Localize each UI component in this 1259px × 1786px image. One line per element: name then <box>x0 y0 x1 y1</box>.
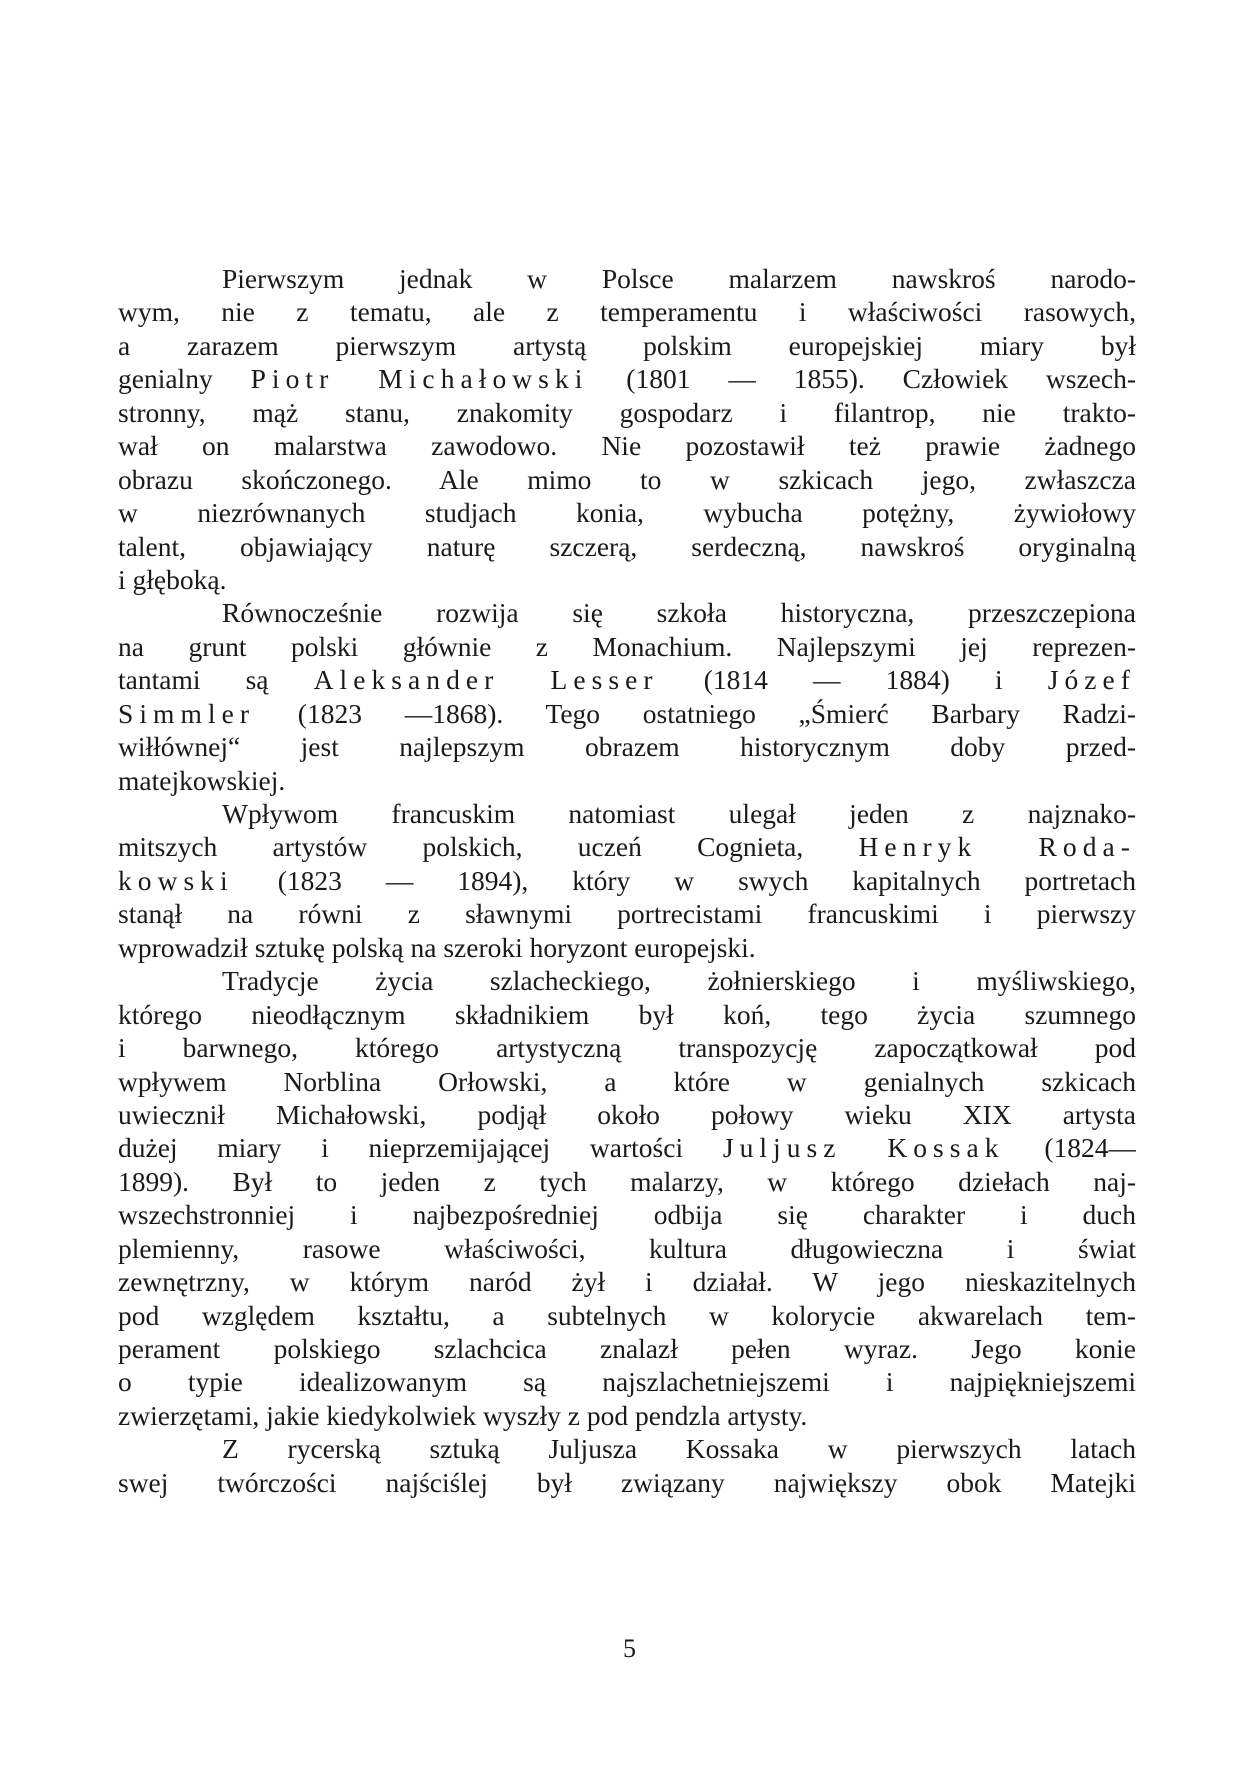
text-line: tantami są Aleksander Lesser (1814 — 1884) i Józef <box>118 664 1136 696</box>
text-line: zewnętrzny, w którym naród żył i działał. W jego nieskazitelnych <box>118 1266 1136 1298</box>
text-line: Z rycerską sztuką Juljusza Kossaka w pierwszych latach <box>222 1433 1136 1465</box>
text-line: Wpływom francuskim natomiast ulegał jeden z najznako- <box>222 798 1136 829</box>
spaced-name: Juljusz Kossak <box>722 1132 1005 1164</box>
spaced-name: Piotr Michałowski <box>250 363 589 395</box>
text-line: wym, nie z tematu, ale z temperamentu i właściwości rasowych, <box>118 296 1136 328</box>
text-line: pod względem kształtu, a subtelnych w kolorycie akwarelach tem- <box>118 1299 1136 1331</box>
text-line: talent, objawiający naturę szczerą, serdeczną, nawskroś oryginalną <box>118 530 1136 562</box>
text-line: kowski (1823 — 1894), który w swych kapitalnych portretach <box>118 864 1136 896</box>
text-line: mitszych artystów polskich, uczeń Cognieta, Henryk Roda- <box>118 831 1136 863</box>
text-line: wiłłównej“ jest najlepszym obrazem historycznym doby przed- <box>118 731 1136 763</box>
text-line: matejkowskiej. <box>118 764 286 796</box>
text-line: Simmler (1823 —1868). Tego ostatniego „Śmierć Barbary Radzi- <box>118 697 1136 729</box>
text-line: wpływem Norblina Orłowski, a które w genialnych szkicach <box>118 1065 1136 1097</box>
text-line: swej twórczości najściślej był związany największy obok Matejki <box>118 1466 1136 1498</box>
text-line: na grunt polski głównie z Monachium. Najlepszymi jej reprezen- <box>118 630 1136 662</box>
spaced-name: Józef <box>1047 664 1136 696</box>
text-line: Pierwszym jednak w Polsce malarzem nawskroś narodo- <box>222 263 1136 294</box>
spaced-name: kowski <box>118 864 234 896</box>
spaced-name: Aleksander Lesser <box>313 664 659 696</box>
text-line: którego nieodłącznym składnikiem był koń, tego życia szumnego <box>118 998 1136 1030</box>
text-line: perament polskiego szlachcica znalazł pełen wyraz. Jego konie <box>118 1333 1136 1364</box>
spaced-name: Henryk Roda- <box>858 831 1136 863</box>
text-line: stanął na równi z sławnymi portrecistami francuskimi i pierwszy <box>118 898 1136 930</box>
text-line: plemienny, rasowe właściwości, kultura długowieczna i świat <box>118 1232 1136 1264</box>
text-line: o typie idealizowanym są najszlachetniejszemi i najpiękniejszemi <box>118 1366 1136 1398</box>
text-line: 1899). Był to jeden z tych malarzy, w którego dziełach naj- <box>118 1165 1136 1197</box>
text-line: dużej miary i nieprzemijającej wartości Juljusz Kossak (1824— <box>118 1132 1136 1164</box>
text-line: stronny, mąż stanu, znakomity gospodarz i filantrop, nie trakto- <box>118 396 1136 428</box>
text-line: wszechstronniej i najbezpośredniej odbija się charakter i duch <box>118 1199 1136 1231</box>
text-line: a zarazem pierwszym artystą polskim europejskiej miary był <box>118 329 1136 361</box>
text-line: uwiecznił Michałowski, podjął około połowy wieku XIX artysta <box>118 1098 1136 1130</box>
text-line: Tradycje życia szlacheckiego, żołnierskiego i myśliwskiego, <box>222 965 1136 997</box>
text-line: genialny Piotr Michałowski (1801 — 1855). Człowiek wszech- <box>118 363 1136 395</box>
spaced-name: Simmler <box>118 697 256 729</box>
text-line: wał on malarstwa zawodowo. Nie pozostawił też prawie żadnego <box>118 430 1136 462</box>
text-line: obrazu skończonego. Ale mimo to w szkicach jego, zwłaszcza <box>118 463 1136 495</box>
text-line: i barwnego, którego artystyczną transpozycję zapoczątkował pod <box>118 1032 1136 1064</box>
text-line: Równocześnie rozwija się szkoła historyczna, przeszczepiona <box>222 597 1136 629</box>
text-line: wprowadził sztukę polską na szeroki horyzont europejski. <box>118 931 756 963</box>
text-line: i głęboką. <box>118 563 227 595</box>
page-number: 5 <box>623 1634 636 1663</box>
text-line: w niezrównanych studjach konia, wybucha potężny, żywiołowy <box>118 497 1136 529</box>
body-text <box>118 262 1136 1499</box>
text-line: zwierzętami, jakie kiedykolwiek wyszły z pod pendzla artysty. <box>118 1399 808 1431</box>
